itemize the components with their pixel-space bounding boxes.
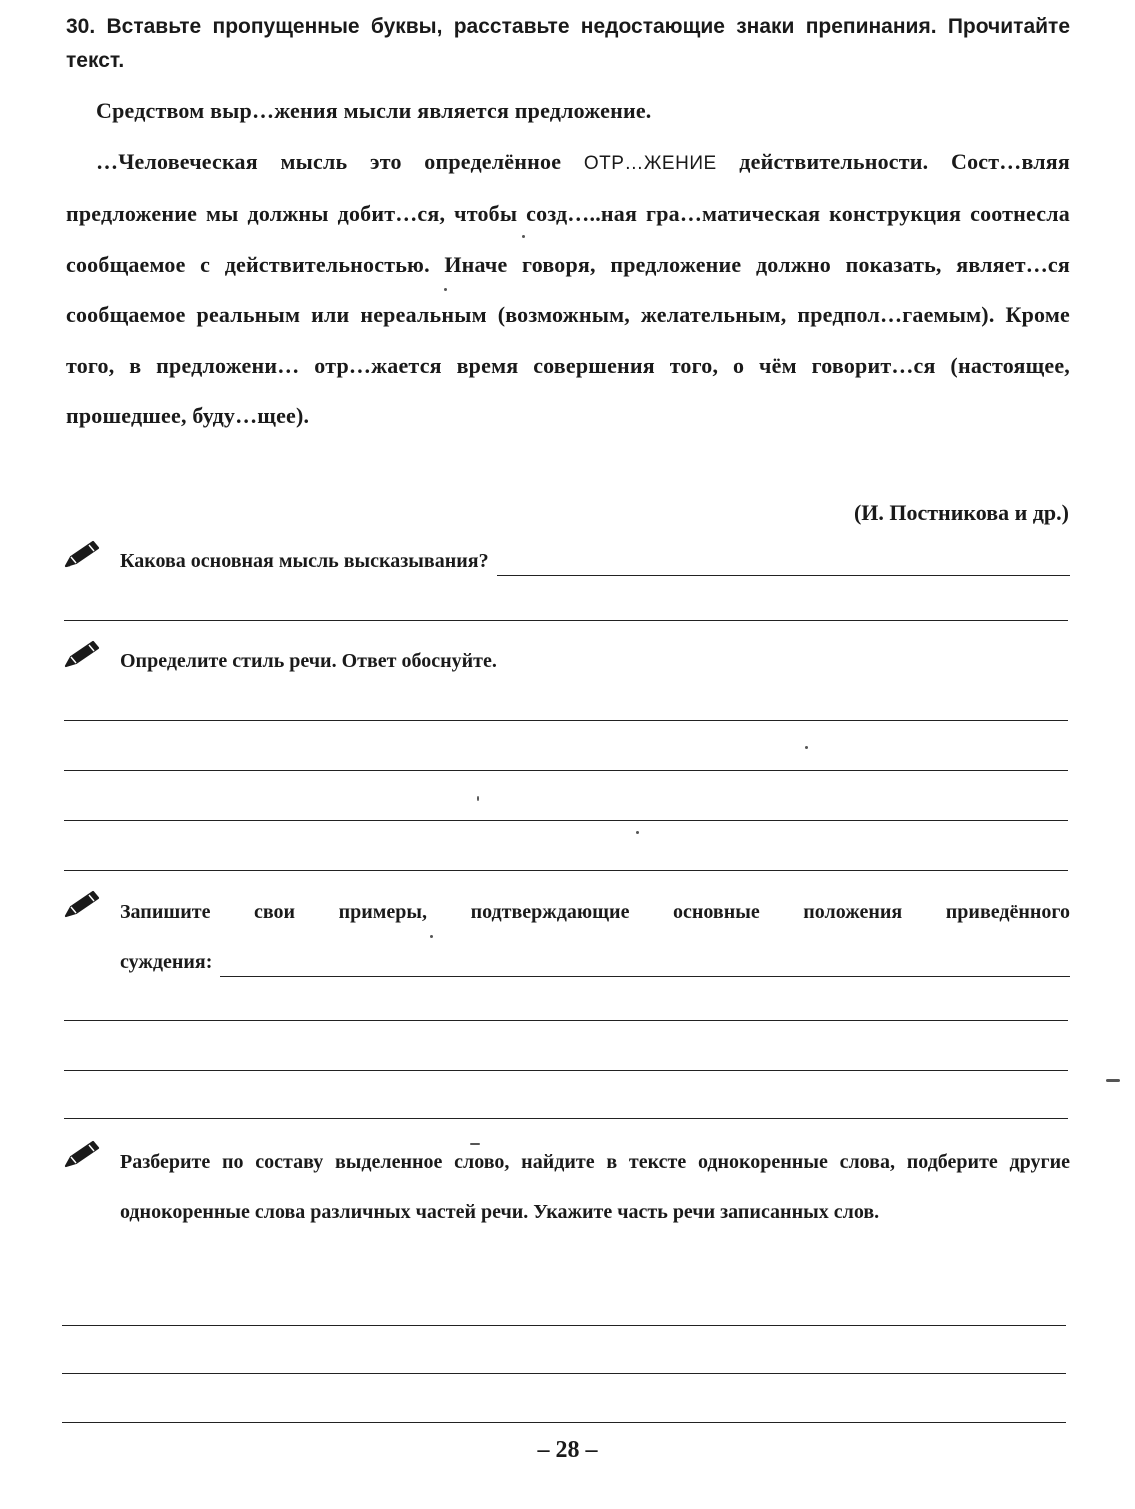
highlighted-word: ОТР…ЖЕНИЕ (583, 152, 717, 174)
scan-speck (636, 831, 639, 834)
text-paragraph-2 (66, 137, 1070, 442)
text-source: (И. Постникова и др.) (853, 500, 1069, 525)
answer-line-examples-inline[interactable] (220, 946, 1070, 977)
question-word-analysis: Разберите по составу выделенное слово, найдите в тексте однокоренные слова, подберите другие однокоренные слова различных частей речи. Укажите часть речи записанных слов. (120, 1151, 1070, 1223)
page-number: – 28 – (537, 1437, 598, 1463)
scan-speck (430, 935, 433, 938)
pencil-icon (62, 1138, 102, 1170)
question-speech-style: Определите стиль речи. Ответ обоснуйте. (120, 650, 497, 672)
text-paragraph-2-end: действительности. Сост…вляя предложение мы должны добит…ся, чтобы созд…..ная гра…матическая конструкция соотнесла сообщаемое с действительностью. Иначе говоря, предложение должно показать, являет…ся сообщаемое реальным или нереальным (возможным, желательным, предпол…гаемым). Кроме того, в предложени… отр…жается время совершения того, о чём говорит…ся (настоящее, прошедшее, буду…щее). (66, 148, 1070, 428)
scan-speck (470, 1143, 480, 1145)
scan-speck (805, 746, 808, 749)
exercise-text (66, 86, 1070, 442)
scan-speck (477, 796, 479, 801)
answer-line[interactable] (64, 870, 1068, 871)
answer-line[interactable] (64, 820, 1068, 821)
answer-line[interactable] (62, 1422, 1066, 1423)
answer-line[interactable] (64, 720, 1068, 721)
pencil-icon (62, 638, 102, 670)
answer-line-main-idea-inline[interactable] (497, 545, 1070, 576)
pencil-icon (62, 538, 102, 570)
question-examples (120, 887, 1070, 987)
question-examples-line2 (120, 937, 1070, 987)
answer-line[interactable] (64, 1070, 1068, 1071)
answer-line[interactable] (64, 1118, 1068, 1119)
question-examples-line1: Запишите свои примеры, подтверждающие основные положения приведённого (120, 901, 1070, 923)
question-main-idea (120, 536, 1070, 586)
answer-line[interactable] (62, 1373, 1066, 1374)
answer-line[interactable] (64, 620, 1068, 621)
scan-speck (444, 288, 447, 291)
answer-line[interactable] (64, 770, 1068, 771)
answer-line[interactable] (62, 1325, 1066, 1326)
text-paragraph-2-start: …Человеческая мысль это определённое (96, 148, 584, 174)
scan-speck (1106, 1079, 1120, 1082)
question-main-idea-text: Какова основная мысль высказывания? (120, 550, 489, 572)
task-title: 30. Вставьте пропущенные буквы, расставьте недостающие знаки препинания. Прочитайте текст. (66, 15, 1070, 72)
answer-line[interactable] (64, 1020, 1068, 1021)
scan-speck (522, 235, 525, 238)
pencil-icon (62, 888, 102, 920)
question-examples-label: суждения: (120, 951, 213, 973)
text-paragraph-1: Средством выр…жения мысли является предложение. (96, 98, 652, 123)
